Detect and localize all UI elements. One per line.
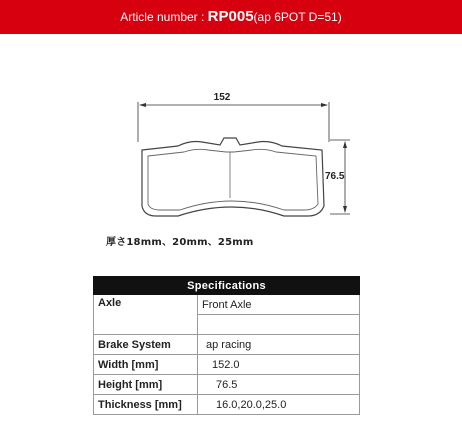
height-dimension-label: 76.5	[325, 171, 345, 182]
article-header	[0, 0, 462, 34]
width-dimension-label: 152	[213, 92, 231, 103]
specifications-header-row	[94, 277, 360, 295]
width-label: Width [mm]	[94, 355, 198, 375]
height-arrow-bottom	[343, 206, 347, 213]
width-value: 152.0	[198, 355, 360, 375]
article-code: RP005	[207, 8, 254, 25]
table-row-width	[94, 355, 360, 375]
table-row-height	[94, 375, 360, 395]
article-number-label: Article number :	[120, 10, 208, 24]
brake-system-value: ap racing	[198, 335, 360, 355]
height-value: 76.5	[198, 375, 360, 395]
height-arrow-top	[343, 141, 347, 148]
thickness-label: Thickness [mm]	[94, 395, 198, 415]
width-arrow-left	[139, 103, 146, 107]
specifications-title: Specifications	[94, 277, 360, 295]
axle-value: Front Axle	[198, 295, 360, 315]
pad-outline	[142, 138, 324, 216]
axle-label: Axle	[94, 295, 198, 335]
brake-pad-drawing	[98, 80, 368, 240]
axle-blank-cell	[198, 315, 360, 335]
width-arrow-right	[321, 103, 328, 107]
thickness-caption: 厚さ18mm、20mm、25mm	[106, 237, 254, 248]
specifications-table	[93, 276, 360, 415]
table-row-thickness	[94, 395, 360, 415]
brake-system-label: Brake System	[94, 335, 198, 355]
thickness-value: 16.0,20.0,25.0	[198, 395, 360, 415]
table-row-axle	[94, 295, 360, 315]
article-note: (ap 6POT D=51)	[253, 10, 342, 24]
height-label: Height [mm]	[94, 375, 198, 395]
table-row-brake-system	[94, 335, 360, 355]
